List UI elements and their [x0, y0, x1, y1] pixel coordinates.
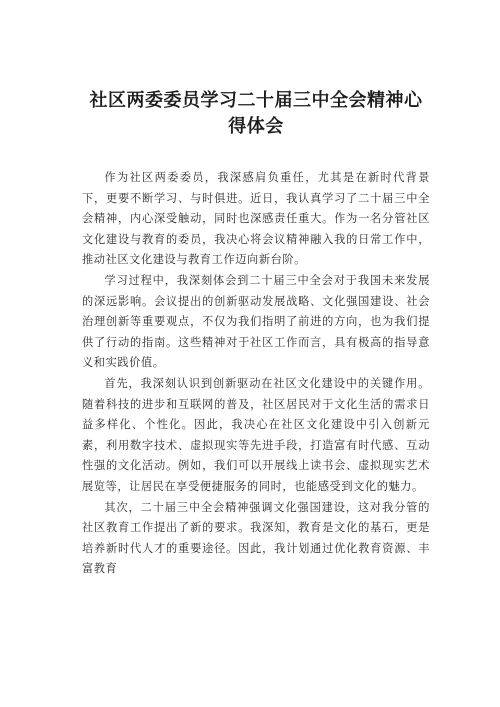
paragraph-3: 首先，我深刻认识到创新驱动在社区文化建设中的关键作用。随着科技的进步和互联网的普及，社区居民对于文化生活的需求日益多样化、个性化。因此，我决心在社区文化建设中引入创新元素，利用数字技术、虚拟现实等先进手段，打造富有时代感、互动性强的文化活动。例如，我们可以开展线上读书会、虚拟现实艺术展览等，让居民在享受便捷服务的同时，也能感受到文化的魅力。 — [82, 376, 430, 493]
paragraph-1: 作为社区两委委员，我深感肩负重任，尤其是在新时代背景下，更要不断学习、与时俱进。近日，我认真学习了二十届三中全会精神，内心深受触动，同时也深感责任重大。作为一名分管社区文化建设与教育的委员，我决心将会议精神融入我的日常工作中，推动社区文化建设与教育工作迈向新台阶。 — [82, 171, 430, 267]
document-title: 社区两委委员学习二十届三中全会精神心得体会 — [89, 90, 423, 137]
paragraph-4: 其次，二十届三中全会精神强调文化强国建设，这对我分管的社区教育工作提出了新的要求。我深知，教育是文化的基石，更是培养新时代人才的重要途径。因此，我计划通过优化教育资源、丰富教育 — [82, 500, 430, 576]
paragraph-2: 学习过程中，我深刻体会到二十届三中全会对于我国未来发展的深远影响。会议提出的创新驱动发展战略、文化强国建设、社会治理创新等重要观点，不仅为我们指明了前进的方向，也为我们提供了行动的指南。这些精神对于社区工作而言，具有极高的指导意义和实践价值。 — [82, 273, 430, 370]
